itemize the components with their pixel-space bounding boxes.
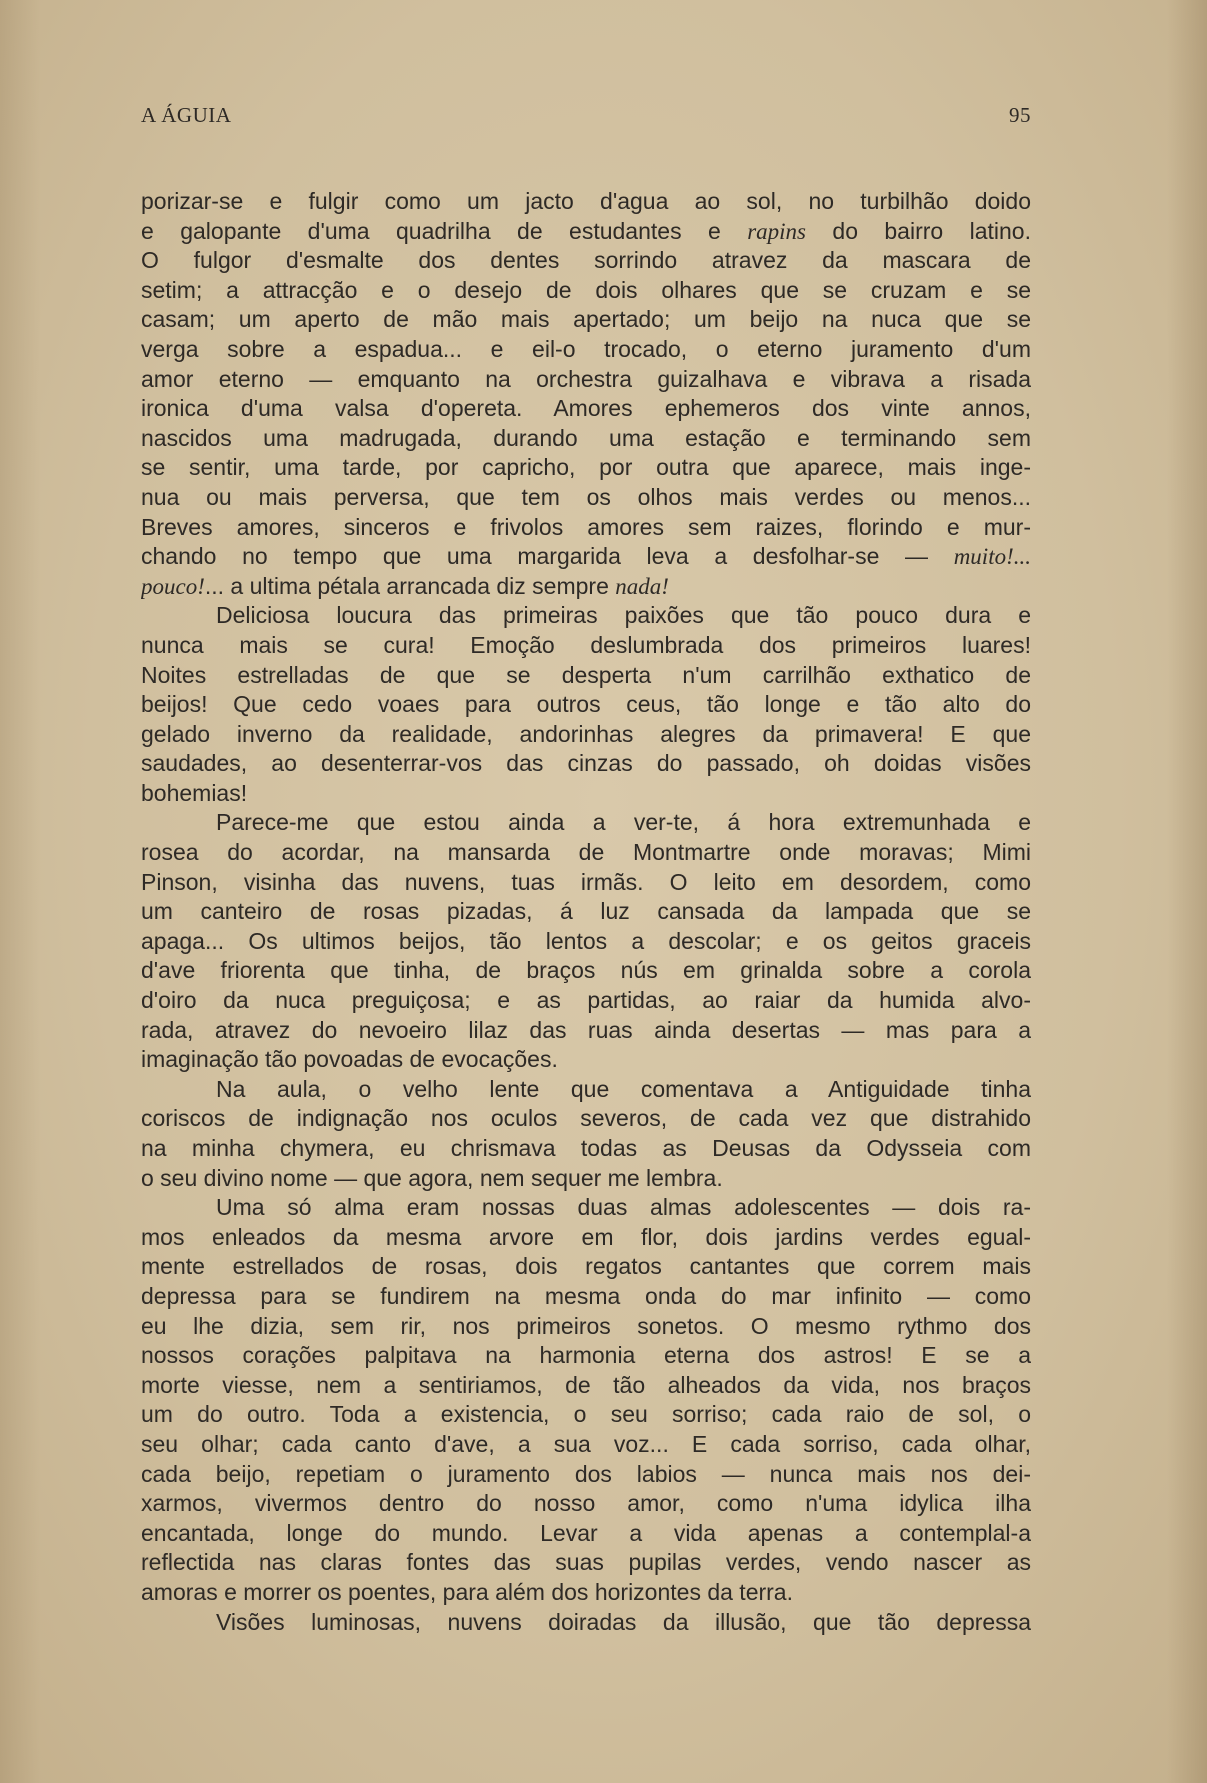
text-run: cada beijo, repetiam o juramento dos labios — nunca mais nos dei- xyxy=(141,1460,1031,1487)
text-line xyxy=(141,838,1031,868)
text-line xyxy=(141,956,1031,986)
text-line xyxy=(141,483,1031,513)
text-line xyxy=(141,1608,1031,1638)
text-run: amoras e morrer os poentes, para além dos horizontes da terra. xyxy=(141,1578,793,1605)
text-line xyxy=(141,365,1031,395)
text-run: imaginação tão povoadas de evocações. xyxy=(141,1046,558,1073)
italic-text: rapins xyxy=(747,218,806,244)
text-run: casam; um aperto de mão mais apertado; um beijo na nuca que se xyxy=(141,306,1031,333)
text-line xyxy=(141,601,1031,631)
text-line xyxy=(141,986,1031,1016)
text-run: Na aula, o velho lente que comentava a Antiguidade tinha xyxy=(216,1075,1031,1102)
text-run: um canteiro de rosas pizadas, á luz cansada da lampada que se xyxy=(141,898,1031,925)
text-run: na minha chymera, eu chrismava todas as Deusas da Odysseia com xyxy=(141,1135,1031,1161)
text-line xyxy=(141,542,1031,572)
text-run: nunca mais se cura! Emoção deslumbrada dos primeiros luares! xyxy=(141,631,1031,658)
text-line xyxy=(141,513,1031,543)
text-line xyxy=(141,1252,1031,1282)
text-run: setim; a attracção e o desejo de dois olhares que se cruzam e se xyxy=(141,276,1031,303)
text-line xyxy=(141,217,1031,247)
text-line xyxy=(141,187,1031,217)
text-line xyxy=(141,1371,1031,1401)
page-shadow-right xyxy=(1167,0,1207,1783)
page-shadow-left xyxy=(0,0,40,1783)
text-run: depressa para se fundirem na mesma onda do mar infinito — como xyxy=(141,1282,1031,1309)
text-line xyxy=(141,453,1031,483)
text-run: ironica d'uma valsa d'opereta. Amores ephemeros dos vinte annos, xyxy=(141,395,1031,422)
text-run: e galopante d'uma quadrilha de estudantes e xyxy=(141,217,748,244)
text-line xyxy=(141,868,1031,898)
text-run: reflectida nas claras fontes das suas pupilas verdes, vendo nascer as xyxy=(141,1549,1031,1576)
text-line xyxy=(141,631,1031,661)
text-run: Parece-me que estou ainda a ver-te, á hora extremunhada e xyxy=(216,809,1031,836)
text-run: rada, atravez do nevoeiro lilaz das ruas ainda desertas — mas para a xyxy=(141,1016,1031,1043)
running-head xyxy=(141,103,1031,128)
text-line xyxy=(141,1430,1031,1460)
text-line xyxy=(141,1460,1031,1490)
page-number: 95 xyxy=(1009,103,1031,127)
text-line xyxy=(141,1489,1031,1519)
text-run: d'oiro da nuca preguiçosa; e as partidas, ao raiar da humida alvo- xyxy=(141,987,1031,1014)
journal-title: A ÁGUIA xyxy=(141,103,232,127)
text-line xyxy=(141,246,1031,276)
text-run: encantada, longe do mundo. Levar a vida apenas a contemplal-a xyxy=(141,1519,1031,1546)
text-line xyxy=(141,1104,1031,1134)
text-run: se sentir, uma tarde, por capricho, por outra que aparece, mais inge- xyxy=(141,454,1031,481)
text-line xyxy=(141,1519,1031,1549)
text-run: eu lhe dizia, sem rir, nos primeiros sonetos. O mesmo rythmo dos xyxy=(141,1312,1031,1339)
text-line xyxy=(141,749,1031,779)
text-line xyxy=(141,1400,1031,1430)
text-line xyxy=(141,690,1031,720)
text-line xyxy=(141,1075,1031,1105)
text-line xyxy=(141,1223,1031,1253)
text-run: d'ave friorenta que tinha, de braços nús em grinalda sobre a corola xyxy=(141,957,1031,984)
text-run: o seu divino nome — que agora, nem sequer me lembra. xyxy=(141,1164,723,1191)
text-run: do bairro latino. xyxy=(805,217,1031,244)
text-run: xarmos, vivermos dentro do nosso amor, como n'uma idylica ilha xyxy=(141,1490,1031,1517)
text-line xyxy=(141,1164,1031,1194)
text-run: Breves amores, sinceros e frivolos amores sem raizes, florindo e mur- xyxy=(141,513,1031,540)
text-line xyxy=(141,305,1031,335)
text-line xyxy=(141,897,1031,927)
text-line xyxy=(141,1341,1031,1371)
text-run: gelado inverno da realidade, andorinhas alegres da primavera! E que xyxy=(141,720,1031,747)
text-line xyxy=(141,720,1031,750)
text-line xyxy=(141,1312,1031,1342)
text-line xyxy=(141,1045,1031,1075)
text-run: ... a ultima pétala arrancada diz sempre xyxy=(204,572,616,599)
text-run: beijos! Que cedo voaes para outros ceus, tão longe e tão alto do xyxy=(141,691,1031,718)
text-run: rosea do acordar, na mansarda de Montmartre onde moravas; Mimi xyxy=(141,839,1031,866)
text-run: chando no tempo que uma margarida leva a desfolhar-se — xyxy=(141,543,954,570)
text-line xyxy=(141,1016,1031,1046)
text-run: saudades, ao desenterrar-vos das cinzas do passado, oh doidas visões xyxy=(141,750,1031,777)
text-line xyxy=(141,394,1031,424)
text-line xyxy=(141,424,1031,454)
text-run: Noites estrelladas de que se desperta n'um carrilhão exthatico de xyxy=(141,661,1031,688)
text-line xyxy=(141,661,1031,691)
text-run: porizar-se e fulgir como um jacto d'agua ao sol, no turbilhão doido xyxy=(141,188,1031,214)
text-run: mos enleados da mesma arvore em flor, dois jardins verdes egual- xyxy=(141,1223,1031,1250)
text-run: verga sobre a espadua... e eil-o trocado, o eterno juramento d'um xyxy=(141,335,1031,362)
text-line xyxy=(141,779,1031,809)
text-run: Deliciosa loucura das primeiras paixões que tão pouco dura e xyxy=(216,602,1031,629)
text-line xyxy=(141,1134,1031,1164)
text-line xyxy=(141,1282,1031,1312)
italic-text: pouco! xyxy=(141,573,205,599)
text-line xyxy=(141,335,1031,365)
text-run: coriscos de indignação nos oculos severos, de cada vez que distrahido xyxy=(141,1105,1031,1132)
text-run: amor eterno — emquanto na orchestra guizalhava e vibrava a risada xyxy=(141,365,1031,392)
text-line xyxy=(141,572,1031,602)
italic-text: muito!... xyxy=(953,544,1031,570)
text-line xyxy=(141,808,1031,838)
text-run: O fulgor d'esmalte dos dentes sorrindo atravez da mascara de xyxy=(141,247,1031,274)
text-run: bohemias! xyxy=(141,779,248,806)
text-run: Uma só alma eram nossas duas almas adolescentes — dois ra- xyxy=(216,1194,1031,1221)
text-run: Visões luminosas, nuvens doiradas da illusão, que tão depressa xyxy=(216,1608,1031,1635)
text-run: Pinson, visinha das nuvens, tuas irmãs. O leito em desordem, como xyxy=(141,868,1031,895)
body-text xyxy=(141,187,1031,1637)
text-run: nascidos uma madrugada, durando uma estação e terminando sem xyxy=(141,424,1031,451)
text-line xyxy=(141,276,1031,306)
text-line xyxy=(141,1578,1031,1608)
text-line xyxy=(141,1548,1031,1578)
text-run: morte viesse, nem a sentiriamos, de tão alheados da vida, nos braços xyxy=(141,1371,1031,1398)
text-line xyxy=(141,927,1031,957)
text-run: apaga... Os ultimos beijos, tão lentos a descolar; e os geitos graceis xyxy=(141,927,1031,954)
text-run: mente estrellados de rosas, dois regatos cantantes que correm mais xyxy=(141,1253,1031,1280)
italic-text: nada! xyxy=(615,573,669,599)
text-run: nossos corações palpitava na harmonia eterna dos astros! E se a xyxy=(141,1342,1031,1369)
text-run: seu olhar; cada canto d'ave, a sua voz... E cada sorriso, cada olhar, xyxy=(141,1430,1031,1457)
text-run: nua ou mais perversa, que tem os olhos mais verdes ou menos... xyxy=(141,483,1031,510)
text-run: um do outro. Toda a existencia, o seu sorriso; cada raio de sol, o xyxy=(141,1401,1031,1428)
text-line xyxy=(141,1193,1031,1223)
